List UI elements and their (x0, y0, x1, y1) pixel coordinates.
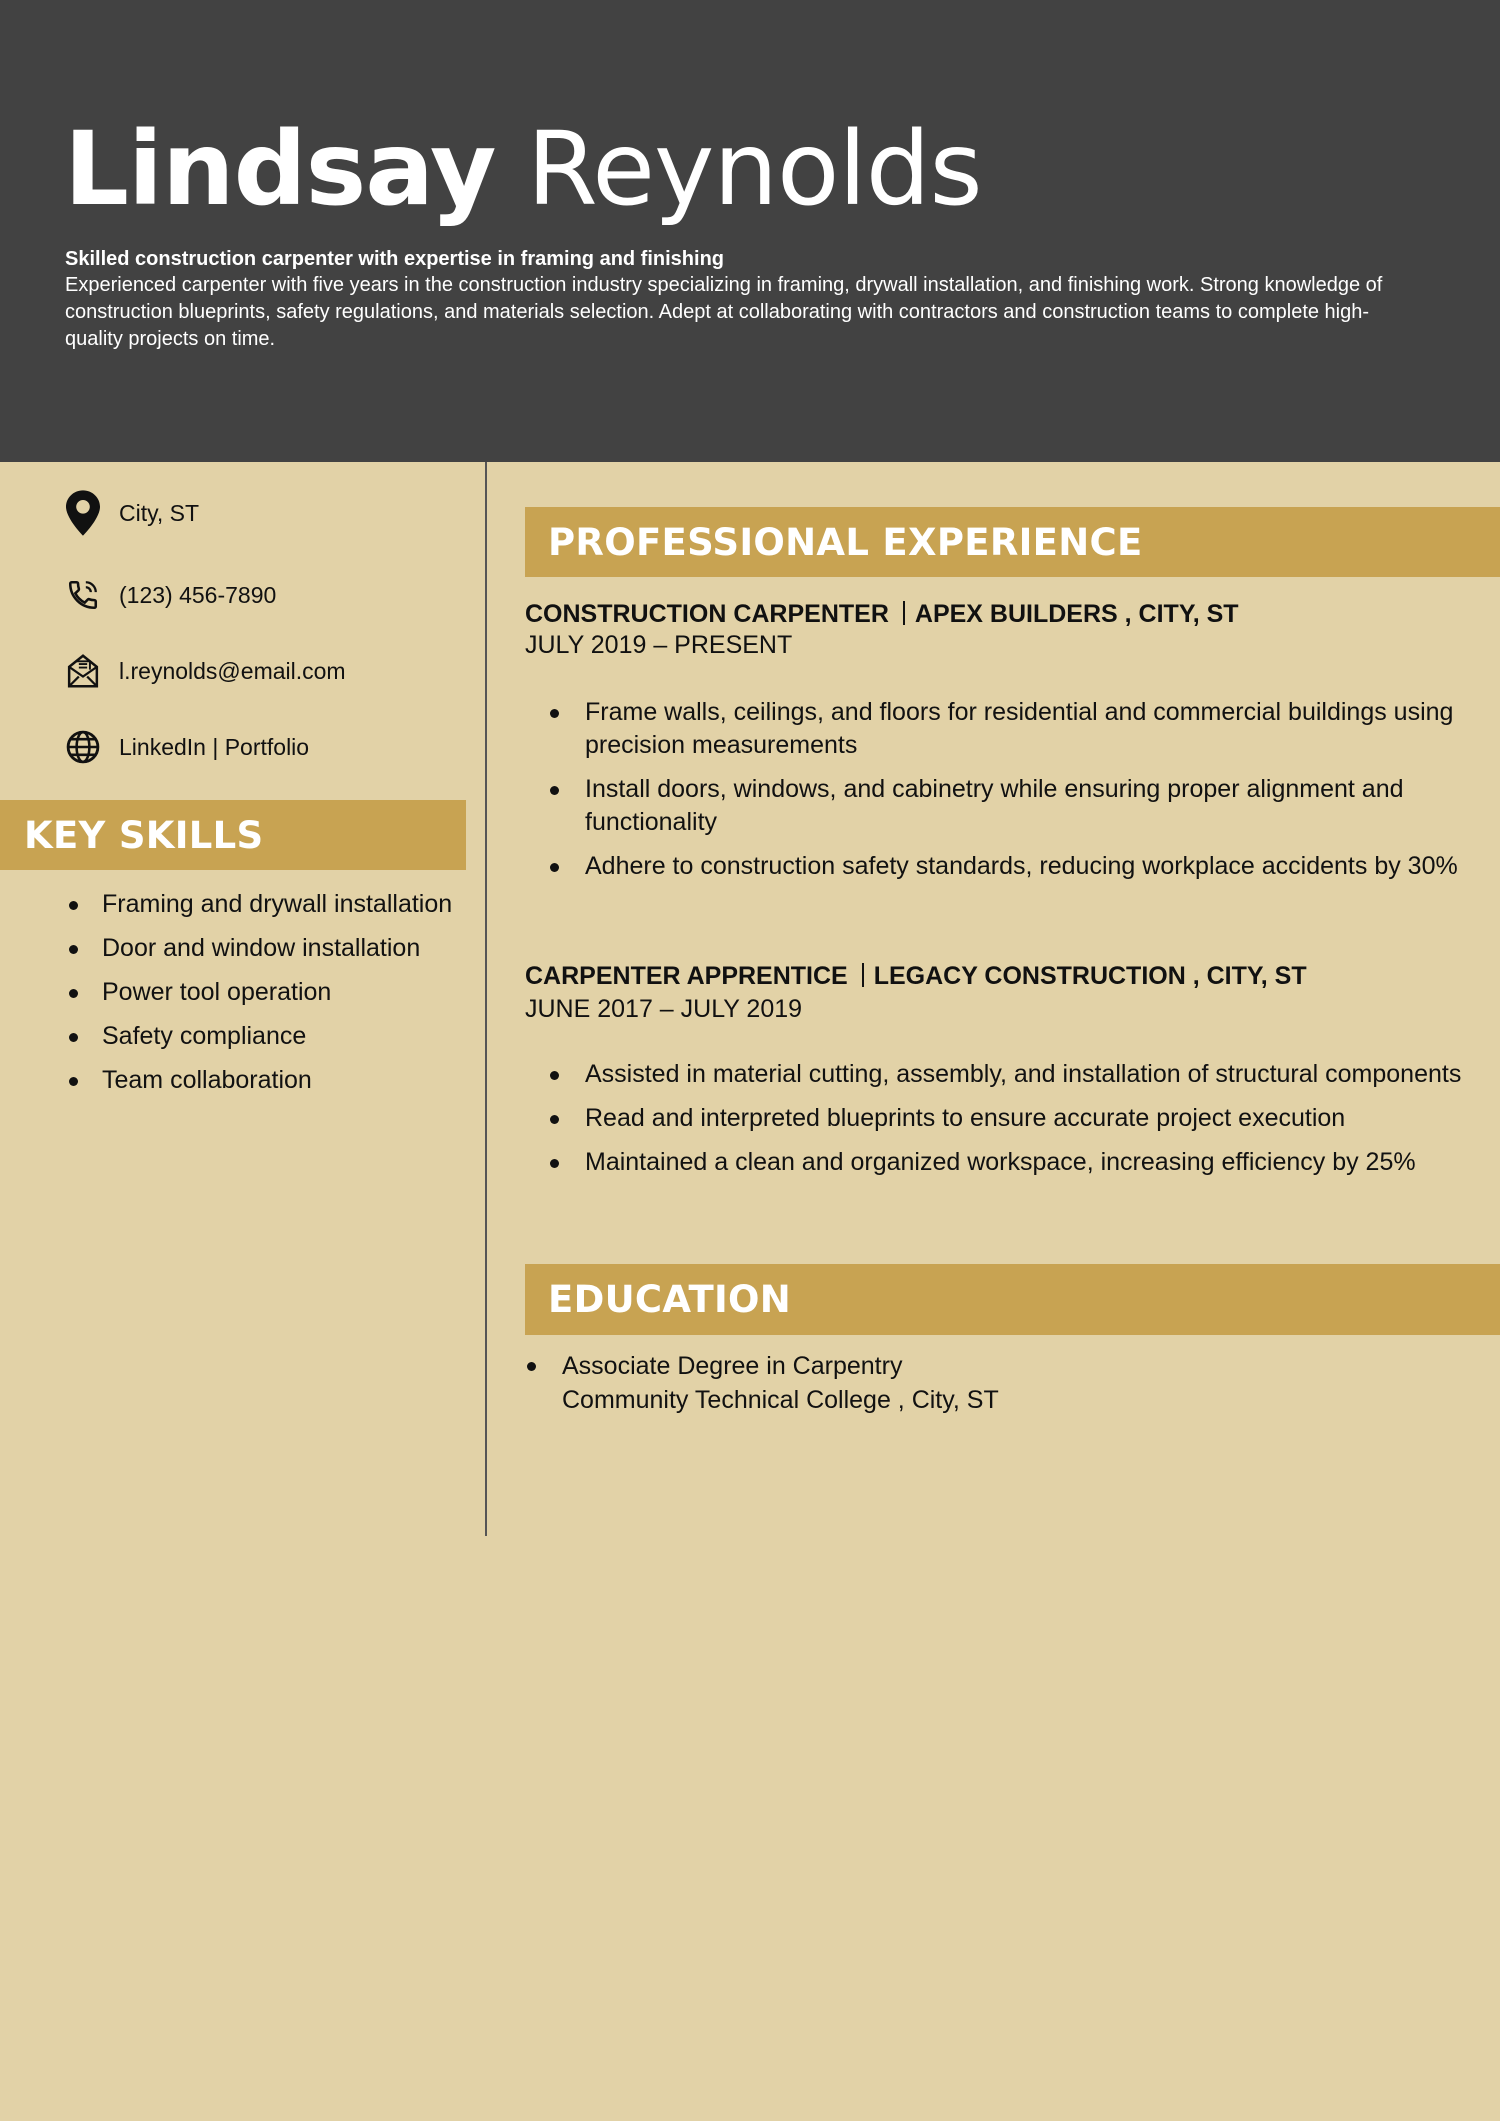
contact-email (64, 646, 346, 696)
job-title-line (525, 961, 1307, 991)
title-separator (862, 963, 864, 987)
school: Community Technical College , City, ST (562, 1386, 999, 1414)
job-title: CARPENTER APPRENTICE (525, 962, 848, 990)
degree: Associate Degree in Carpentry (562, 1352, 903, 1380)
skill-item: Power tool operation (64, 976, 464, 1009)
job-bullet: Assisted in material cutting, assembly, and installation of structural components (525, 1058, 1465, 1091)
phone-icon (64, 576, 102, 614)
job-company: APEX BUILDERS , CITY, ST (914, 600, 1239, 628)
job-bullet: Maintained a clean and organized workspace, increasing efficiency by 25% (525, 1146, 1465, 1179)
phone-text: (123) 456-7890 (119, 582, 277, 608)
last-name: Reynolds (526, 110, 982, 229)
job-title-line (525, 599, 1239, 629)
job-dates: JUNE 2017 – JULY 2019 (525, 995, 803, 1023)
location-text: City, ST (119, 500, 200, 526)
skill-item: Door and window installation (64, 932, 464, 965)
map-pin-icon (64, 494, 102, 532)
education-item (525, 1349, 1425, 1417)
summary: Experienced carpenter with five years in the construction industry specializing in framing, drywall installation, and finishing work. Strong knowledge of construction blueprints, safety regulations, and materials selection. Adept at collaborating with contractors and construction teams to complete high-quality projects on time. (65, 274, 1383, 350)
first-name: Lindsay (64, 110, 496, 229)
profile-links[interactable]: LinkedIn | Portfolio (119, 734, 310, 760)
job-bullet: Install doors, windows, and cabinetry while ensuring proper alignment and functionality (525, 773, 1465, 839)
job-dates: JULY 2019 – PRESENT (525, 631, 793, 659)
globe-icon (64, 728, 102, 766)
skill-item: Safety compliance (64, 1020, 464, 1053)
contact-phone (64, 570, 276, 620)
experience-heading: PROFESSIONAL EXPERIENCE (525, 507, 1500, 577)
job-bullet: Frame walls, ceilings, and floors for residential and commercial buildings using precision measurements (525, 696, 1465, 762)
job-company: LEGACY CONSTRUCTION , CITY, ST (873, 962, 1307, 990)
education-heading: EDUCATION (525, 1264, 1500, 1335)
column-divider (485, 462, 487, 1536)
headline: Skilled construction carpenter with expertise in framing and finishing (65, 248, 725, 270)
education-list (525, 1349, 1425, 1417)
job-bullet: Adhere to construction safety standards, reducing workplace accidents by 30% (525, 850, 1465, 883)
job-bullets (525, 696, 1465, 894)
job-bullets (525, 1058, 1465, 1190)
email-icon (64, 652, 102, 690)
skill-item: Team collaboration (64, 1064, 464, 1097)
title-separator (903, 601, 905, 625)
email-link[interactable]: l.reynolds@email.com (119, 658, 346, 684)
key-skills-heading: KEY SKILLS (0, 800, 466, 870)
skill-item: Framing and drywall installation (64, 888, 464, 921)
resume-header (0, 0, 1500, 462)
contact-links (64, 722, 309, 772)
candidate-name (64, 108, 982, 232)
job-bullet: Read and interpreted blueprints to ensure accurate project execution (525, 1102, 1465, 1135)
contact-location (64, 488, 199, 538)
skills-list (64, 888, 464, 1108)
job-title: CONSTRUCTION CARPENTER (525, 600, 889, 628)
